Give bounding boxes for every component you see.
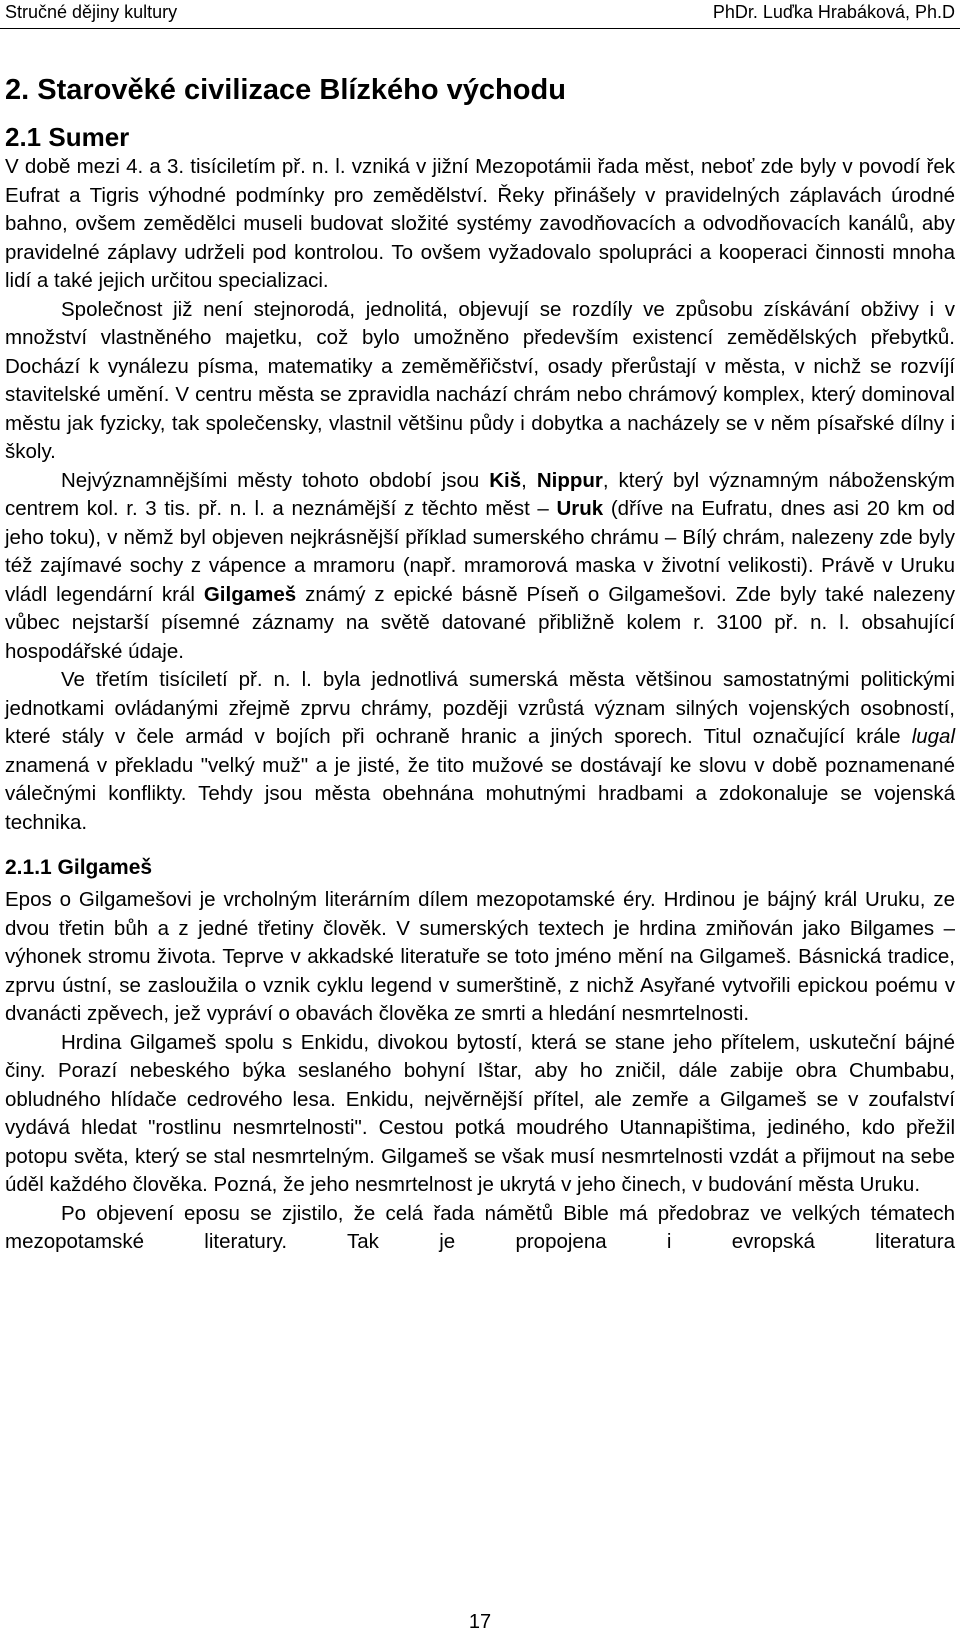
section-title: 2.1 Sumer <box>5 122 130 152</box>
subsection-paragraph-1: Epos o Gilgamešovi je vrcholným literárním dílem mezopotamské éry. Hrdinou je bájný král Uruku, ze dvou třetin bůh a z jedné třetiny člověk. V sumerských textech je hrdina zmiňován jako Bilgames – výhonek stromu života. Teprve v akkadské literatuře se toto jméno mění na Gilgameš. Básnická tradice, zprvu ústní, se zasloužila o vznik cyklu legend v sumerštině, z nichž Asyřané vytvořili epickou poému v dvanácti zpěvech, jež vypráví o obavách člověka ze smrti a hledání nesmrtelnosti. <box>5 888 955 1025</box>
page-header <box>0 0 960 30</box>
text-run: , který byl významným náboženským centrem kol. r. 3 tis. př. n. l. a neznámější z těchto měst – <box>5 468 955 520</box>
text-run: (dříve na Eufratu, dnes asi 20 km od jeho toku), v němž byl objeven nejkrásnější příklad sumerského chrámu – Bílý chrám, nalezeny zde byly též zajímavé sochy z vápence a mramoru (např. mramorová maska v životní velikosti). Právě v Uruku vládl legendární král <box>5 497 955 606</box>
chapter-title: 2. Starověké civilizace Blízkého východu <box>5 74 566 106</box>
header-divider <box>0 28 960 29</box>
header-author: PhDr. Luďka Hrabáková, Ph.D <box>712 2 955 22</box>
page-content <box>5 72 955 1257</box>
term-lugal: lugal <box>911 725 955 748</box>
subsection-title: 2.1.1 Gilgameš <box>5 856 153 879</box>
text-run: známý z epické básně Píseň o Gilgamešovi. Zde byly také nalezeny vůbec nejstarší písemné záznamy na světě datované přibližně kolem r. 3100 př. n. l. obsahující hospodářské údaje. <box>5 582 955 663</box>
city-nippur: Nippur <box>536 468 603 492</box>
text-run: , <box>521 468 537 492</box>
section-paragraph-1: V době mezi 4. a 3. tisíciletím př. n. l. vzniká v jižní Mezopotámii řada měst, neboť zde byly v povodí řek Eufrat a Tigris výhodné podmínky pro zemědělství. Řeky přinášely v pravidelných záplavách úrodné bahno, ovšem zemědělci museli budovat složité systémy zavodňovacích a odvodňovacích kanálů, aby pravidelné záplavy udrželi pod kontrolou. To ovšem vyžadovalo spolupráci a kooperaci činnosti mnoha lidí a také jejich určitou specializaci. <box>5 155 955 292</box>
page-number: 17 <box>468 1611 492 1633</box>
subsection-paragraph-3: Po objevení eposu se zjistilo, že celá řada námětů Bible má předobraz ve velkých tématech mezopotamské literatury. Tak je propojena i evropská literatura <box>5 1201 955 1253</box>
text-run: Nejvýznamnějšími městy tohoto období jsou <box>61 468 490 492</box>
header-book-title: Stručné dějiny kultury <box>5 2 178 22</box>
text-run: znamená v překladu "velký muž" a je jisté, že tito mužové se dostávají ke slovu v době poznamenané válečnými konflikty. Tehdy jsou města obehnána mohutnými hradbami a zdokonaluje se vojenská technika. <box>5 753 955 834</box>
section-paragraph-3 <box>5 467 955 667</box>
city-uruk: Uruk <box>556 497 604 520</box>
text-run: Ve třetím tisíciletí př. n. l. byla jednotlivá sumerská města většinou samostatnými politickými jednotkami ovládanými zřejmě zprvu chrámy, později vzrůstá význam silných vojenských osobností, které stály v čele armád v bojích při ochraně hranic a jiných sporech. Titul označující krále <box>5 668 955 748</box>
king-gilgames: Gilgameš <box>203 582 297 606</box>
section-paragraph-4 <box>5 666 955 837</box>
section-paragraph-2: Společnost již není stejnorodá, jednolitá, objevují se rozdíly ve způsobu získávání obživy i v množství vlastněného majetku, což bylo umožněno především existencí zemědělských přebytků. Dochází k vynálezu písma, matematiky a zeměměřičství, osady přerůstají v města, v nichž se rozvíjí stavitelské umění. V centru města se zpravidla nachází chrám nebo chrámový komplex, který dominoval městu jak fyzicky, tak společensky, vlastnil většinu půdy i dobytka a nacházely se v něm písařské dílny i školy. <box>5 297 955 463</box>
city-kis: Kiš <box>489 468 522 492</box>
subsection-paragraph-2: Hrdina Gilgameš spolu s Enkidu, divokou bytostí, která se stane jeho přítelem, uskuteční bájné činy. Porazí nebeského býka seslaného bohyní Ištar, aby ho zničil, dále zabije obra Chumbabu, obludného hlídače cedrového lesa. Enkidu, nejvěrnější přítel, ale zemře a Gilgameš se v zoufalství vydává hledat "rostlinu nesmrtelnosti". Cestou potká moudrého Utannapištima, jediného, kdo přežil potopu světa, který se stal nesmrtelným. Gilgameš se však musí nesmrtelnosti vzdát a přijmout na sebe úděl každého člověka. Pozná, že jeho nesmrtelnost je ukrytá v jeho činech, v budování města Uruku. <box>5 1030 955 1196</box>
